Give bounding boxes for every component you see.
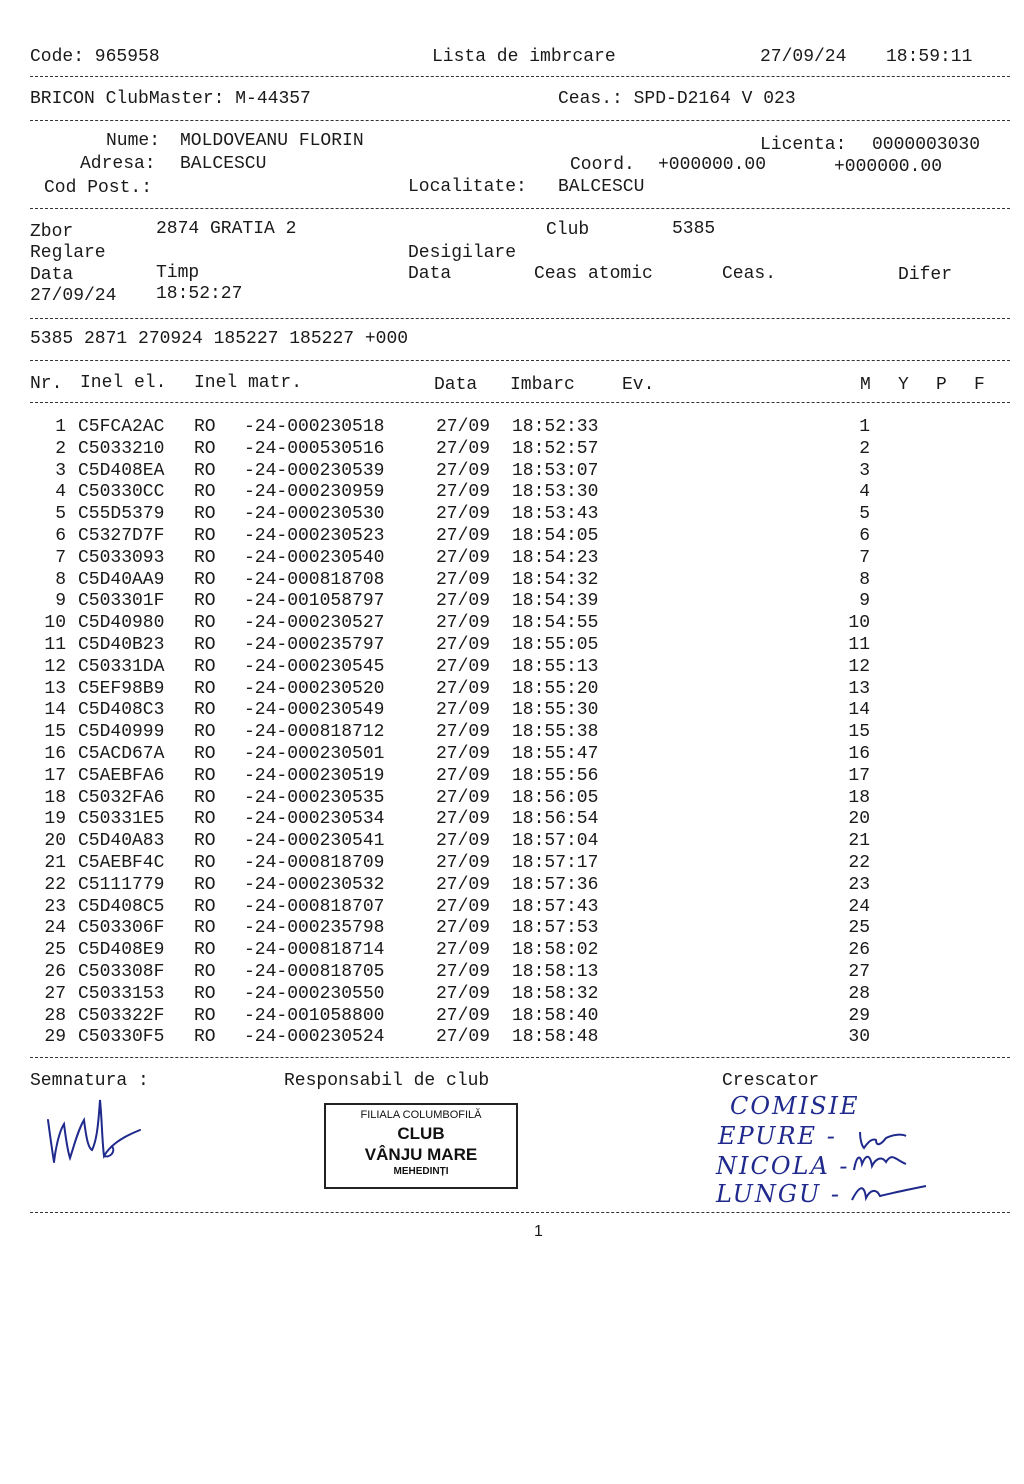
marking-number: 9: [859, 591, 870, 612]
col-m: M: [860, 375, 871, 395]
table-row: [0, 1007, 1024, 1029]
ring-serial: -24-000818707: [244, 896, 385, 917]
marking-number: 23: [848, 874, 870, 895]
data-label: Data: [30, 265, 74, 285]
basket-time: 18:58:32: [512, 983, 599, 1004]
ring-serial: -24-000230550: [244, 983, 385, 1004]
basket-date: 27/09: [436, 482, 491, 503]
ring-serial: -24-000230545: [244, 656, 385, 677]
coord-x: +000000.00: [658, 155, 767, 175]
doc-title: Lista de imbrcare: [432, 47, 616, 67]
electronic-ring: C5033093: [78, 547, 165, 568]
marking-number: 30: [848, 1027, 870, 1048]
table-row: [0, 767, 1024, 789]
ring-country: RO: [194, 874, 216, 895]
row-number: 11: [44, 635, 66, 655]
marking-number: 12: [848, 656, 870, 677]
divider: [30, 1057, 1010, 1058]
print-time: 18:59:11: [886, 47, 973, 67]
ring-country: RO: [194, 569, 216, 590]
marking-number: 29: [848, 1005, 870, 1026]
electronic-ring: C5ACD67A: [78, 744, 165, 764]
ring-serial: -24-000530516: [244, 438, 385, 459]
zbor-label: Zbor: [30, 222, 74, 242]
basket-date: 27/09: [436, 547, 491, 568]
marking-number: 22: [848, 853, 870, 873]
row-number: 1: [55, 417, 66, 437]
electronic-ring: C55D5379: [78, 504, 165, 525]
ring-serial: -24-000230549: [244, 700, 385, 721]
marking-number: 1: [859, 417, 870, 437]
ring-country: RO: [194, 678, 216, 699]
commission-initials-image: [846, 1118, 936, 1218]
basket-time: 18:53:30: [512, 482, 599, 503]
ring-serial: -24-000230540: [244, 547, 385, 568]
basket-date: 27/09: [436, 1027, 491, 1048]
electronic-ring: C5327D7F: [78, 526, 165, 546]
electronic-ring: C5D408E9: [78, 940, 165, 961]
ring-serial: -24-000230518: [244, 417, 385, 437]
electronic-ring: C50331DA: [78, 656, 165, 677]
row-number: 4: [55, 482, 66, 503]
ring-serial: -24-000230524: [244, 1027, 385, 1048]
electronic-ring: C5D40999: [78, 722, 165, 743]
electronic-ring: C5AEBFA6: [78, 765, 165, 786]
marking-number: 24: [848, 896, 870, 917]
basket-time: 18:55:47: [512, 744, 599, 764]
stamp-line4: MEHEDINȚI: [393, 1166, 449, 1177]
ring-country: RO: [194, 722, 216, 743]
divider: [30, 76, 1010, 77]
ring-country: RO: [194, 809, 216, 830]
ring-country: RO: [194, 526, 216, 546]
flight-code-line: 5385 2871 270924 185227 185227 +000: [30, 329, 409, 349]
row-number: 29: [44, 1027, 66, 1048]
table-row: [0, 418, 1024, 440]
club-label: Club: [546, 220, 590, 240]
ring-serial: -24-000230530: [244, 504, 385, 525]
basket-time: 18:53:07: [512, 460, 599, 481]
basket-date: 27/09: [436, 504, 491, 525]
marking-number: 2: [859, 438, 870, 459]
basket-time: 18:54:32: [512, 569, 599, 590]
table-row: [0, 876, 1024, 898]
divider: [30, 208, 1010, 209]
locality: BALCESCU: [558, 177, 645, 197]
ring-country: RO: [194, 787, 216, 808]
table-row: [0, 680, 1024, 702]
ring-serial: -24-000230535: [244, 787, 385, 808]
basket-time: 18:55:38: [512, 722, 599, 743]
marking-number: 28: [848, 983, 870, 1004]
table-row: [0, 723, 1024, 745]
electronic-ring: C5D40B23: [78, 635, 165, 655]
basket-date: 27/09: [436, 569, 491, 590]
ring-serial: -24-000818708: [244, 569, 385, 590]
row-number: 19: [44, 809, 66, 830]
table-row: [0, 636, 1024, 658]
ring-serial: -24-000230523: [244, 526, 385, 546]
ceas-atomic-label: Ceas atomic: [534, 264, 653, 284]
row-number: 17: [44, 765, 66, 786]
semnatura-label: Semnatura :: [30, 1071, 149, 1091]
ring-serial: -24-000818709: [244, 853, 385, 873]
basket-date: 27/09: [436, 918, 491, 939]
ring-country: RO: [194, 438, 216, 459]
basket-date: 27/09: [436, 591, 491, 612]
col-data: Data: [434, 375, 478, 395]
marking-number: 14: [848, 700, 870, 721]
electronic-ring: C503308F: [78, 962, 165, 982]
electronic-ring: C5D408EA: [78, 460, 165, 481]
reglare-date: 27/09/24: [30, 286, 117, 306]
basket-date: 27/09: [436, 962, 491, 982]
basket-time: 18:58:40: [512, 1005, 599, 1026]
basket-date: 27/09: [436, 635, 491, 655]
ring-country: RO: [194, 504, 216, 525]
ring-country: RO: [194, 547, 216, 568]
difer-label: Difer: [898, 265, 953, 285]
table-row: [0, 505, 1024, 527]
ring-country: RO: [194, 940, 216, 961]
ring-country: RO: [194, 591, 216, 612]
basket-time: 18:58:02: [512, 940, 599, 961]
ring-country: RO: [194, 700, 216, 721]
ring-country: RO: [194, 744, 216, 764]
ring-country: RO: [194, 460, 216, 481]
coord-label: Coord.: [570, 155, 635, 175]
marking-number: 8: [859, 569, 870, 590]
table-row: [0, 658, 1024, 680]
handwritten-nicola: NICOLA -: [716, 1152, 850, 1180]
ring-serial: -24-000818705: [244, 962, 385, 982]
basket-time: 18:57:36: [512, 874, 599, 895]
ring-serial: -24-001058797: [244, 591, 385, 612]
basket-time: 18:54:55: [512, 613, 599, 634]
row-number: 13: [44, 678, 66, 699]
table-row: [0, 592, 1024, 614]
marking-number: 3: [859, 460, 870, 481]
basket-date: 27/09: [436, 787, 491, 808]
ring-country: RO: [194, 765, 216, 786]
ring-country: RO: [194, 635, 216, 655]
basket-date: 27/09: [436, 526, 491, 546]
row-number: 12: [44, 656, 66, 677]
col-f: F: [974, 375, 985, 395]
clock-id: Ceas.: SPD-D2164 V 023: [558, 89, 796, 109]
basket-date: 27/09: [436, 896, 491, 917]
address-label: Adresa:: [80, 154, 156, 174]
name-label: Nume:: [106, 131, 161, 151]
table-row: [0, 527, 1024, 549]
ring-serial: -24-000230501: [244, 744, 385, 764]
row-number: 21: [44, 853, 66, 873]
ring-serial: -24-000230520: [244, 678, 385, 699]
row-number: 22: [44, 874, 66, 895]
electronic-ring: C5D40A83: [78, 831, 165, 852]
ring-country: RO: [194, 656, 216, 677]
ring-serial: -24-001058800: [244, 1005, 385, 1026]
basket-time: 18:55:20: [512, 678, 599, 699]
electronic-ring: C50330F5: [78, 1027, 165, 1048]
basket-date: 27/09: [436, 983, 491, 1004]
electronic-ring: C50330CC: [78, 482, 165, 503]
divider: [30, 1212, 1010, 1213]
marking-number: 16: [848, 744, 870, 764]
table-row: [0, 571, 1024, 593]
col-inel-matr: Inel matr.: [194, 373, 303, 393]
ring-serial: -24-000230527: [244, 613, 385, 634]
electronic-ring: C5D408C3: [78, 700, 165, 721]
basket-date: 27/09: [436, 460, 491, 481]
ring-country: RO: [194, 831, 216, 852]
marking-number: 11: [848, 635, 870, 655]
table-row: [0, 941, 1024, 963]
club-number: 5385: [672, 219, 716, 239]
row-number: 27: [44, 983, 66, 1004]
ring-serial: -24-000230959: [244, 482, 385, 503]
row-number: 28: [44, 1005, 66, 1026]
row-number: 14: [44, 700, 66, 721]
electronic-ring: C5D408C5: [78, 896, 165, 917]
table-row: [0, 898, 1024, 920]
licence-number: 0000003030: [872, 135, 981, 155]
basket-time: 18:57:17: [512, 853, 599, 873]
electronic-ring: C503301F: [78, 591, 165, 612]
ring-serial: -24-000818714: [244, 940, 385, 961]
ring-serial: -24-000230519: [244, 765, 385, 786]
row-number: 7: [55, 547, 66, 568]
basket-date: 27/09: [436, 722, 491, 743]
row-number: 8: [55, 569, 66, 590]
marking-number: 15: [848, 722, 870, 743]
ring-country: RO: [194, 962, 216, 982]
table-row: [0, 440, 1024, 462]
ring-country: RO: [194, 983, 216, 1004]
basket-date: 27/09: [436, 940, 491, 961]
flight-name: 2874 GRATIA 2: [156, 219, 297, 239]
basket-time: 18:58:48: [512, 1027, 599, 1048]
basket-date: 27/09: [436, 438, 491, 459]
basket-date: 27/09: [436, 700, 491, 721]
ring-serial: -24-000230541: [244, 831, 385, 852]
marking-number: 17: [848, 765, 870, 786]
basket-time: 18:54:05: [512, 526, 599, 546]
ring-country: RO: [194, 918, 216, 939]
locality-label: Localitate:: [408, 177, 527, 197]
row-number: 2: [55, 438, 66, 459]
basket-time: 18:57:04: [512, 831, 599, 852]
basket-date: 27/09: [436, 417, 491, 437]
table-row: [0, 985, 1024, 1007]
electronic-ring: C5111779: [78, 874, 165, 895]
marking-number: 27: [848, 962, 870, 982]
electronic-ring: C5033153: [78, 983, 165, 1004]
basket-time: 18:56:05: [512, 787, 599, 808]
row-number: 18: [44, 787, 66, 808]
table-row: [0, 745, 1024, 767]
marking-number: 21: [848, 831, 870, 852]
table-row: [0, 854, 1024, 876]
table-row: [0, 963, 1024, 985]
electronic-ring: C5D40980: [78, 613, 165, 634]
row-number: 23: [44, 896, 66, 917]
basket-time: 18:54:23: [512, 547, 599, 568]
table-row: [0, 919, 1024, 941]
handwritten-comisie: COMISIE: [730, 1092, 860, 1120]
electronic-ring: C5D40AA9: [78, 569, 165, 590]
divider: [30, 120, 1010, 121]
ring-serial: -24-000230534: [244, 809, 385, 830]
basket-time: 18:56:54: [512, 809, 599, 830]
table-row: [0, 483, 1024, 505]
table-row: [0, 549, 1024, 571]
marking-number: 20: [848, 809, 870, 830]
row-number: 5: [55, 504, 66, 525]
electronic-ring: C5FCA2AC: [78, 417, 165, 437]
basket-date: 27/09: [436, 678, 491, 699]
row-number: 10: [44, 613, 66, 634]
marking-number: 25: [848, 918, 870, 939]
ring-country: RO: [194, 1005, 216, 1026]
timp-label: Timp: [156, 263, 200, 283]
handwritten-lungu: LUNGU -: [716, 1180, 841, 1208]
basket-date: 27/09: [436, 744, 491, 764]
ring-country: RO: [194, 1027, 216, 1048]
basket-time: 18:58:13: [512, 962, 599, 982]
stamp-line2: CLUB: [397, 1124, 445, 1143]
ring-serial: -24-000230539: [244, 460, 385, 481]
table-row: [0, 614, 1024, 636]
basket-date: 27/09: [436, 656, 491, 677]
row-number: 15: [44, 722, 66, 743]
basket-time: 18:52:33: [512, 417, 599, 437]
ring-country: RO: [194, 853, 216, 873]
ring-country: RO: [194, 613, 216, 634]
ring-country: RO: [194, 417, 216, 437]
basket-date: 27/09: [436, 853, 491, 873]
doc-code: Code: 965958: [30, 47, 160, 67]
divider: [30, 402, 1010, 403]
basket-time: 18:53:43: [512, 504, 599, 525]
ring-serial: -24-000230532: [244, 874, 385, 895]
coord-y: +000000.00: [834, 157, 943, 177]
table-row: [0, 810, 1024, 832]
stamp-line1: FILIALA COLUMBOFILĂ: [360, 1109, 482, 1121]
marking-number: 4: [859, 482, 870, 503]
basket-date: 27/09: [436, 809, 491, 830]
print-date: 27/09/24: [760, 47, 847, 67]
marking-number: 26: [848, 940, 870, 961]
ring-serial: -24-000235797: [244, 635, 385, 655]
basket-time: 18:54:39: [512, 591, 599, 612]
responsabil-label: Responsabil de club: [284, 1071, 490, 1091]
marking-number: 6: [859, 526, 870, 546]
ring-serial: -24-000235798: [244, 918, 385, 939]
table-row: [0, 832, 1024, 854]
ring-country: RO: [194, 896, 216, 917]
crescator-label: Crescator: [722, 1071, 820, 1091]
divider: [30, 360, 1010, 361]
marking-number: 5: [859, 504, 870, 525]
ring-country: RO: [194, 482, 216, 503]
electronic-ring: C5033210: [78, 438, 165, 459]
table-row: [0, 789, 1024, 811]
electronic-ring: C503322F: [78, 1005, 165, 1026]
desigilare-label: Desigilare: [408, 243, 517, 263]
basket-time: 18:55:30: [512, 700, 599, 721]
marking-number: 10: [848, 613, 870, 634]
col-p: P: [936, 375, 947, 395]
row-number: 6: [55, 526, 66, 546]
ring-serial: -24-000818712: [244, 722, 385, 743]
col-ev: Ev.: [622, 375, 655, 395]
row-number: 25: [44, 940, 66, 961]
electronic-ring: C50331E5: [78, 809, 165, 830]
electronic-ring: C5032FA6: [78, 787, 165, 808]
electronic-ring: C5EF98B9: [78, 678, 165, 699]
col-nr: Nr.: [30, 374, 63, 394]
row-number: 26: [44, 962, 66, 982]
ceas-label: Ceas.: [722, 264, 777, 284]
page-number: 1: [534, 1223, 543, 1240]
basket-date: 27/09: [436, 613, 491, 634]
basket-time: 18:55:56: [512, 765, 599, 786]
table-row: [0, 701, 1024, 723]
electronic-ring: C5AEBF4C: [78, 853, 165, 873]
postcode-label: Cod Post.:: [44, 178, 153, 198]
licence-label: Licenta:: [760, 135, 847, 155]
table-row: [0, 462, 1024, 484]
basket-date: 27/09: [436, 765, 491, 786]
basket-time: 18:55:13: [512, 656, 599, 677]
row-number: 16: [44, 744, 66, 764]
row-number: 24: [44, 918, 66, 939]
electronic-ring: C503306F: [78, 918, 165, 939]
owner-name: MOLDOVEANU FLORIN: [180, 131, 364, 151]
owner-address: BALCESCU: [180, 154, 267, 174]
marking-number: 13: [848, 678, 870, 699]
clubmaster-id: BRICON ClubMaster: M-44357: [30, 89, 311, 109]
basket-date: 27/09: [436, 831, 491, 852]
row-number: 3: [55, 460, 66, 481]
row-number: 20: [44, 831, 66, 852]
col-imbarc: Imbarc: [510, 375, 575, 395]
basket-time: 18:57:43: [512, 896, 599, 917]
basket-time: 18:52:57: [512, 438, 599, 459]
handwritten-epure: EPURE -: [718, 1122, 837, 1150]
marking-number: 18: [848, 787, 870, 808]
club-stamp: [324, 1103, 518, 1189]
stamp-line3: VÂNJU MARE: [364, 1145, 478, 1164]
data2-label: Data: [408, 264, 452, 284]
basket-time: 18:55:05: [512, 635, 599, 655]
basket-time: 18:57:53: [512, 918, 599, 939]
table-row: [0, 1028, 1024, 1050]
basket-date: 27/09: [436, 874, 491, 895]
signature-image: [40, 1090, 150, 1170]
col-inel-el: Inel el.: [80, 373, 167, 393]
basket-date: 27/09: [436, 1005, 491, 1026]
row-number: 9: [55, 591, 66, 612]
divider: [30, 318, 1010, 319]
reglare-time: 18:52:27: [156, 284, 243, 304]
col-y: Y: [898, 375, 909, 395]
marking-number: 7: [859, 547, 870, 568]
reglare-label: Reglare: [30, 243, 106, 263]
